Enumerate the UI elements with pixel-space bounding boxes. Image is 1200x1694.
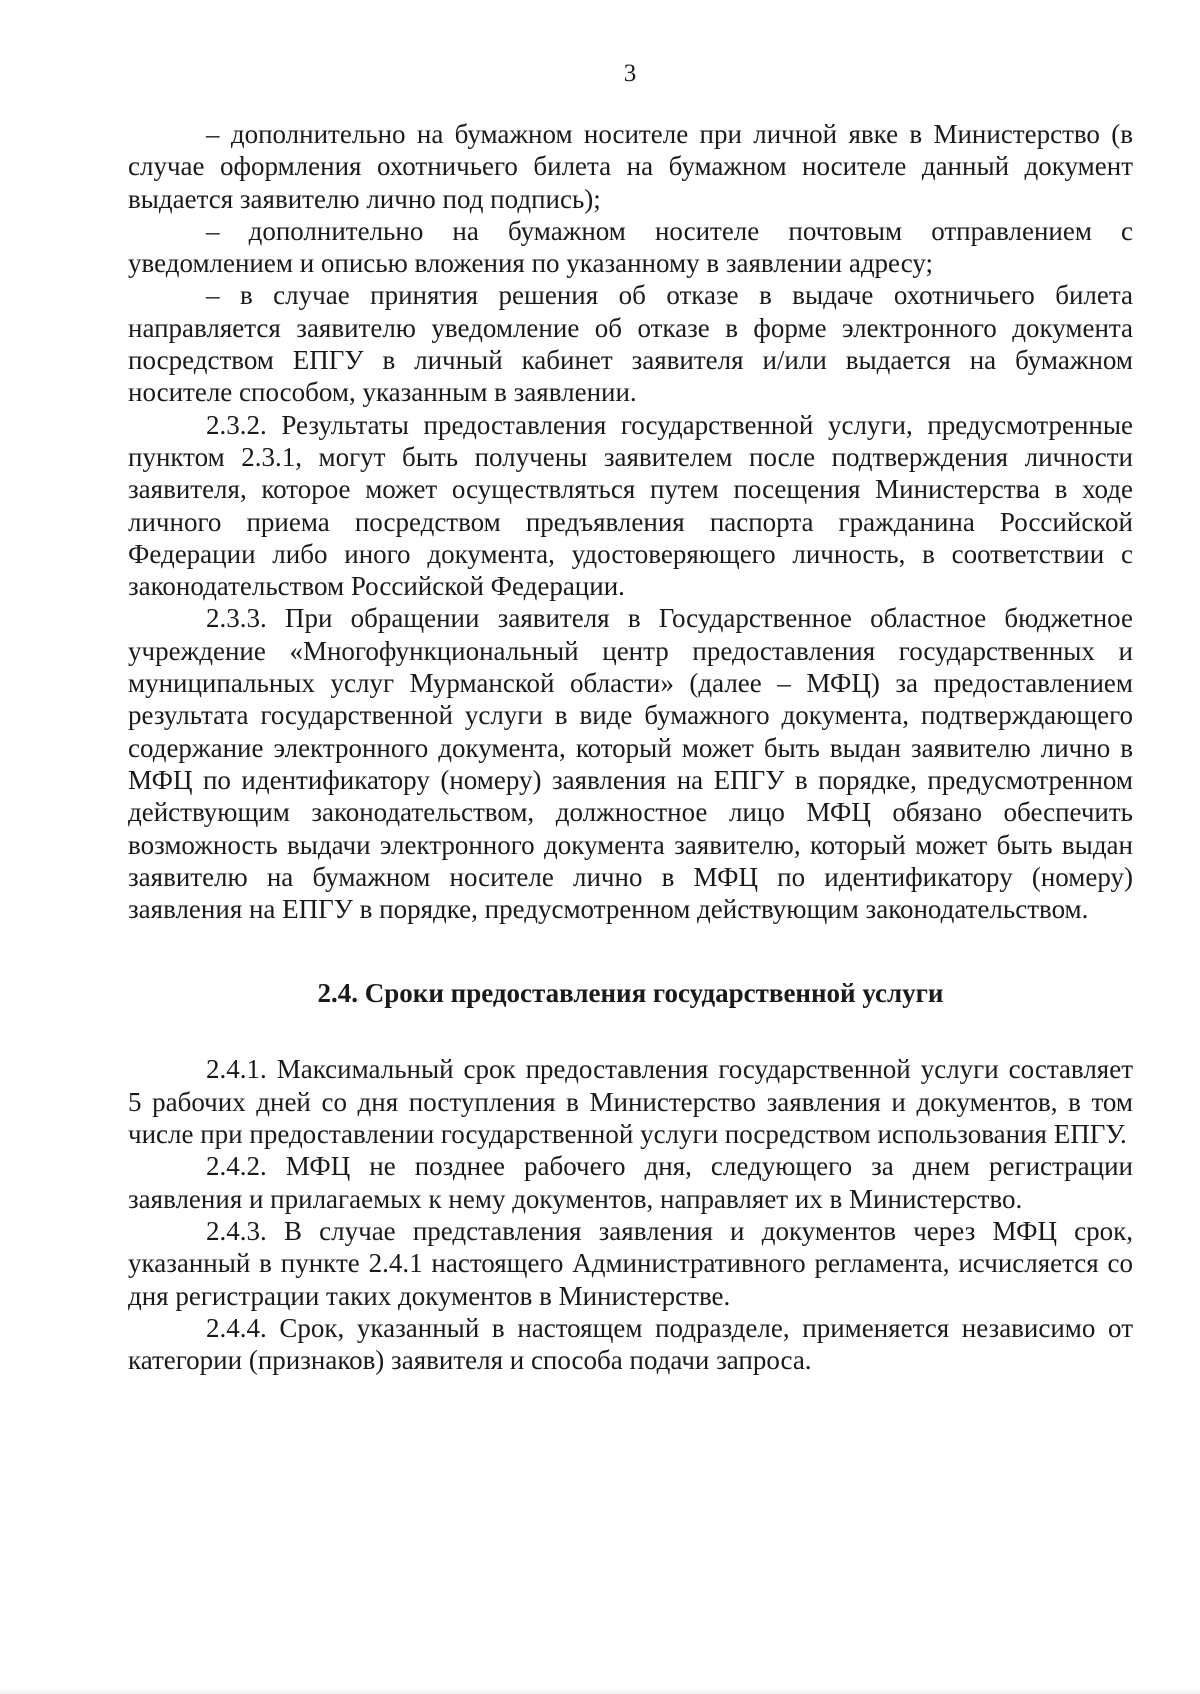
section-heading-2-4: 2.4. Сроки предоставления государственной услуги — [317, 978, 944, 1009]
paragraph-refusal-notice: – в случае принятия решения об отказе в выдаче охотничьего билета направляется заявителю уведомление об отказе в форме электронного документа посредством ЕПГУ в личный кабинет заявителя и/или выдается на бумажном носителе способом, указанным в заявлении. — [128, 280, 1133, 408]
paragraph-2-4-1: 2.4.1. Максимальный срок предоставления государственной услуги составляет 5 рабочих дней со дня поступления в Министерство заявления и документов, в том числе при предоставлении государственной услуги посредством использования ЕПГУ. — [128, 1054, 1133, 1150]
paragraph-postal-delivery: – дополнительно на бумажном носителе почтовым отправлением с уведомлением и описью вложения по указанному в заявлении адресу; — [128, 215, 1133, 279]
paragraph-2-3-3: 2.3.3. При обращении заявителя в Государственное областное бюджетное учреждение «Многофункциональный центр предоставления государственных и муниципальных услуг Мурманской области» (далее – МФЦ) за предоставлением результата государственной услуги в виде бумажного документа, подтверждающего содержание электронного документа, который может быть выдан заявителю лично в МФЦ по идентификатору (номеру) заявления на ЕПГУ в порядке, предусмотренном действующим законодательством, должностное лицо МФЦ обязано обеспечить возможность выдачи электронного документа заявителю, который может быть выдан заявителю на бумажном носителе лично в МФЦ по идентификатору (номеру) заявления на ЕПГУ в порядке, предусмотренном действующим законодательством. — [128, 603, 1133, 925]
paragraph-2-4-3: 2.4.3. В случае представления заявления и документов через МФЦ срок, указанный в пункте 2.4.1 настоящего Административного регламента, исчисляется со дня регистрации таких документов в Министерстве. — [128, 1215, 1133, 1311]
document-body — [128, 118, 1133, 1376]
page-number: 3 — [623, 60, 637, 87]
paragraph-personal-visit: – дополнительно на бумажном носителе при личной явке в Министерство (в случае оформления охотничьего билета на бумажном носителе данный документ выдается заявителю лично под подпись); — [128, 119, 1133, 214]
scan-edge — [0, 1688, 1200, 1694]
paragraph-2-4-2: 2.4.2. МФЦ не позднее рабочего дня, следующего за днем регистрации заявления и прилагаемых к нему документов, направляет их в Министерство. — [128, 1151, 1133, 1214]
paragraph-2-3-2: 2.3.2. Результаты предоставления государственной услуги, предусмотренные пунктом 2.3.1, могут быть получены заявителем после подтверждения личности заявителя, которое может осуществляться путем посещения Министерства в ходе личного приема посредством предъявления паспорта гражданина Российской Федерации либо иного документа, удостоверяющего личность, в соответствии с законодательством Российской Федерации. — [128, 409, 1133, 602]
paragraph-2-4-4: 2.4.4. Срок, указанный в настоящем подразделе, применяется независимо от категории (признаков) заявителя и способа подачи запроса. — [128, 1312, 1133, 1376]
